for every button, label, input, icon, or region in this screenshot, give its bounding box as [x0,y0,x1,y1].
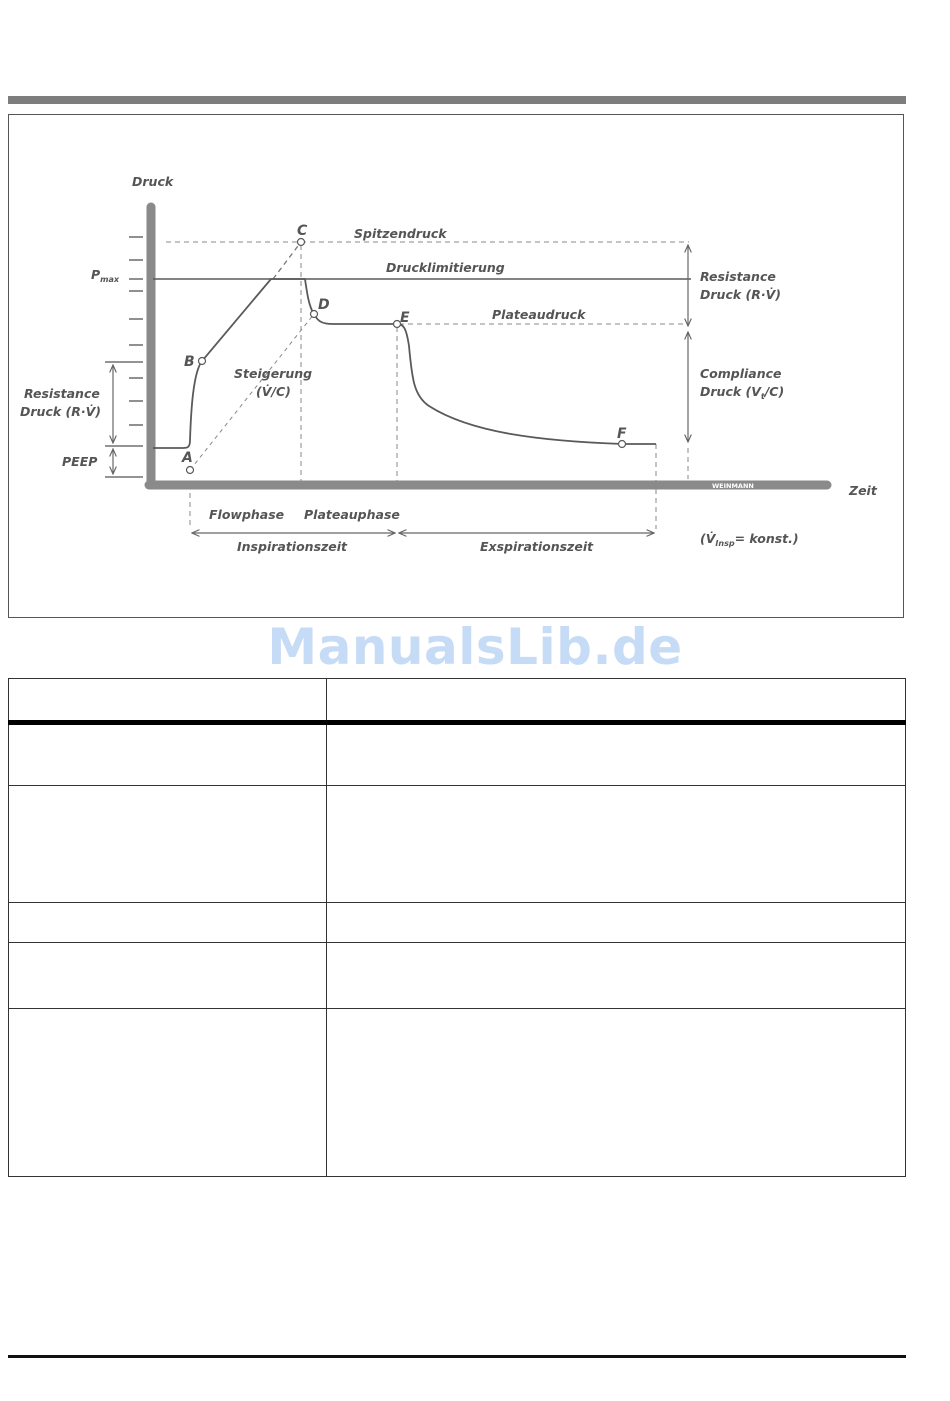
steigerung-dashed [190,314,314,470]
flowphase-label: Flowphase [209,507,285,522]
drucklimitierung-label: Drucklimitierung [386,260,505,275]
compliance-line2: Druck $(V_t/C)$ [700,384,785,401]
pressure-time-diagram [9,115,902,616]
vinsp-note: ($V̇_{Insp}=$ konst.) [700,531,799,548]
table-cell [327,1009,906,1177]
figure-frame [8,114,904,618]
steigerung-line2: (V̇/C) [256,384,291,399]
spitzendruck-label: Spitzendruck [354,226,447,241]
table-row [9,943,906,1009]
point-a-label: A [182,450,193,466]
table-cell [9,679,327,723]
table-row [9,903,906,943]
extrapolation-dashed [273,242,301,279]
peep-label: PEEP [62,454,98,469]
table-cell [327,679,906,723]
table-row [9,723,906,786]
watermark: ManualsLib.de [267,618,683,676]
resistance-left-line2: Druck (R·V̇) [20,404,101,419]
table-cell [9,943,327,1009]
y-axis-ticks [105,237,143,477]
point-a-marker [187,467,194,474]
point-f-label: F [617,426,627,442]
point-b-label: B [184,354,195,370]
point-e-label: E [400,310,410,326]
point-d-marker [311,311,318,318]
top-rule [8,96,906,104]
point-c-label: C [297,223,308,239]
plateauphase-label: Plateauphase [304,507,400,522]
plateaudruck-label: Plateaudruck [492,307,586,322]
compliance-line1: Compliance [700,366,782,381]
table-cell [9,1009,327,1177]
point-c-marker [298,239,305,246]
steigerung-line1: Steigerung [234,366,313,381]
inspirationszeit-label: Inspirationszeit [237,539,348,554]
y-axis-label: Druck [132,174,174,189]
resistance-right-line1: Resistance [700,269,776,284]
bottom-rule [8,1355,906,1358]
weinmann-logo: WEINMANN [712,482,754,490]
table-cell [327,723,906,786]
point-b-marker [199,358,206,365]
table-cell [9,903,327,943]
point-d-label: D [318,297,330,313]
resistance-left-line1: Resistance [24,386,100,401]
table-cell [327,943,906,1009]
pmax-label: $P_{max}$ [91,267,120,284]
x-axis-label: Zeit [849,483,877,498]
table-cell [327,903,906,943]
table-cell [327,786,906,903]
table-header-row [9,679,906,723]
table-row [9,786,906,903]
parameter-table [8,678,906,1177]
resistance-right-line2: Druck (R·V̇) [700,287,781,302]
exspirationszeit-label: Exspirationszeit [480,539,594,554]
table-cell [9,786,327,903]
table-cell [9,723,327,786]
pressure-curve [153,279,656,448]
table-row [9,1009,906,1177]
